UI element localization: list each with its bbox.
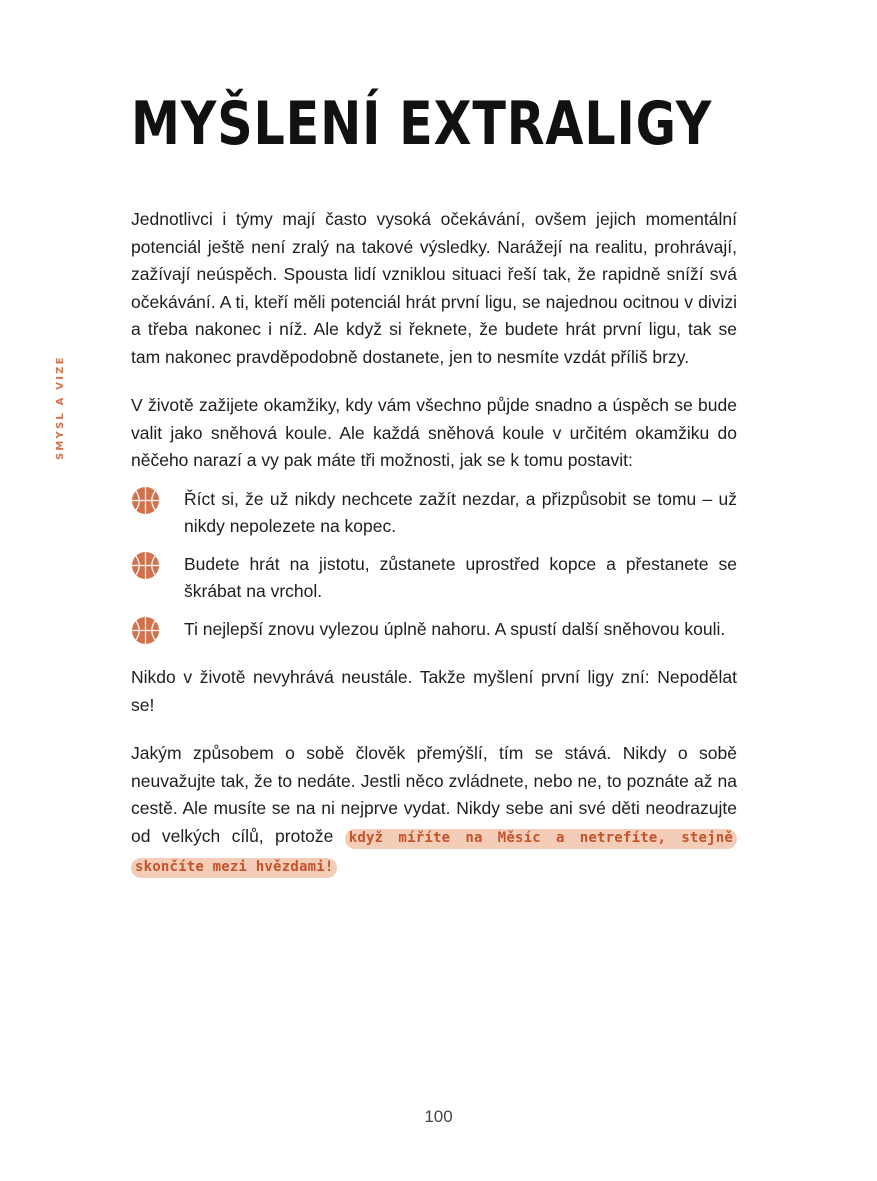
page-title: MYŠLENÍ EXTRALIGY: [131, 89, 713, 159]
list-item-text: Ti nejlepší znovu vylezou úplně nahoru. A spustí další sněhovou kouli.: [184, 618, 726, 639]
basketball-icon: [131, 616, 160, 645]
list-item-text: Budete hrát na jistotu, zůstanete uprostřed kopce a přestanete se škrábat na vrchol.: [184, 553, 737, 601]
list-item: [131, 551, 737, 606]
paragraph: Jednotlivci i týmy mají často vysoká očekávání, ovšem jejich momentální potenciál ještě není zralý na takové výsledky. Narážejí na realitu, prohrávají, zažívají neúspěch. Spousta lidí vzniklou situaci řeší tak, že rapidně sníží svá očekávání. A ti, kteří měli potenciál hrát první ligu, se najednou ocitnou v divizi a třeba nakonec i níž. Ale když si řeknete, že budete hrát první ligu, tak se tam nakonec pravděpodobně dostanete, jen to nesmíte vzdát příliš brzy.: [131, 209, 737, 367]
paragraph: V životě zažijete okamžiky, kdy vám všechno půjde snadno a úspěch se bude valit jako sněhová koule. Ale každá sněhová koule v určitém okamžiku do něčeho narazí a vy pak máte tři možnosti, jak se k tomu postavit:: [131, 395, 737, 470]
paragraph: Nikdo v životě nevyhrává neustále. Takže myšlení první ligy zní: Nepodělat se!: [131, 667, 737, 715]
highlighted-quote: když míříte na Měsíc a netrefíte, stejně skončíte mezi hvězdami!: [131, 829, 737, 879]
list-item: [131, 616, 737, 644]
basketball-icon: [131, 486, 160, 515]
basketball-icon: [131, 551, 160, 580]
body-text: [131, 206, 737, 903]
page-number: 100: [424, 1107, 453, 1126]
list-item: [131, 486, 737, 541]
paragraph: [131, 740, 737, 882]
paragraph-text: Jakým způsobem o sobě člověk přemýšlí, tím se stává. Nikdy o sobě neuvažujte tak, že to nedáte. Jestli něco zvládnete, nebo ne, to poznáte až na cestě. Ale musíte se na ni nejprve vydat. Nikdy sebe ani své děti neodrazujte od velkých cílů, protože: [131, 743, 737, 846]
bullet-list: [131, 486, 737, 644]
section-side-label: SMYSL A VIZE: [55, 355, 66, 460]
list-item-text: Říct si, že už nikdy nechcete zažít nezdar, a přizpůsobit se tomu – už nikdy nepolezete na kopec.: [184, 488, 737, 536]
